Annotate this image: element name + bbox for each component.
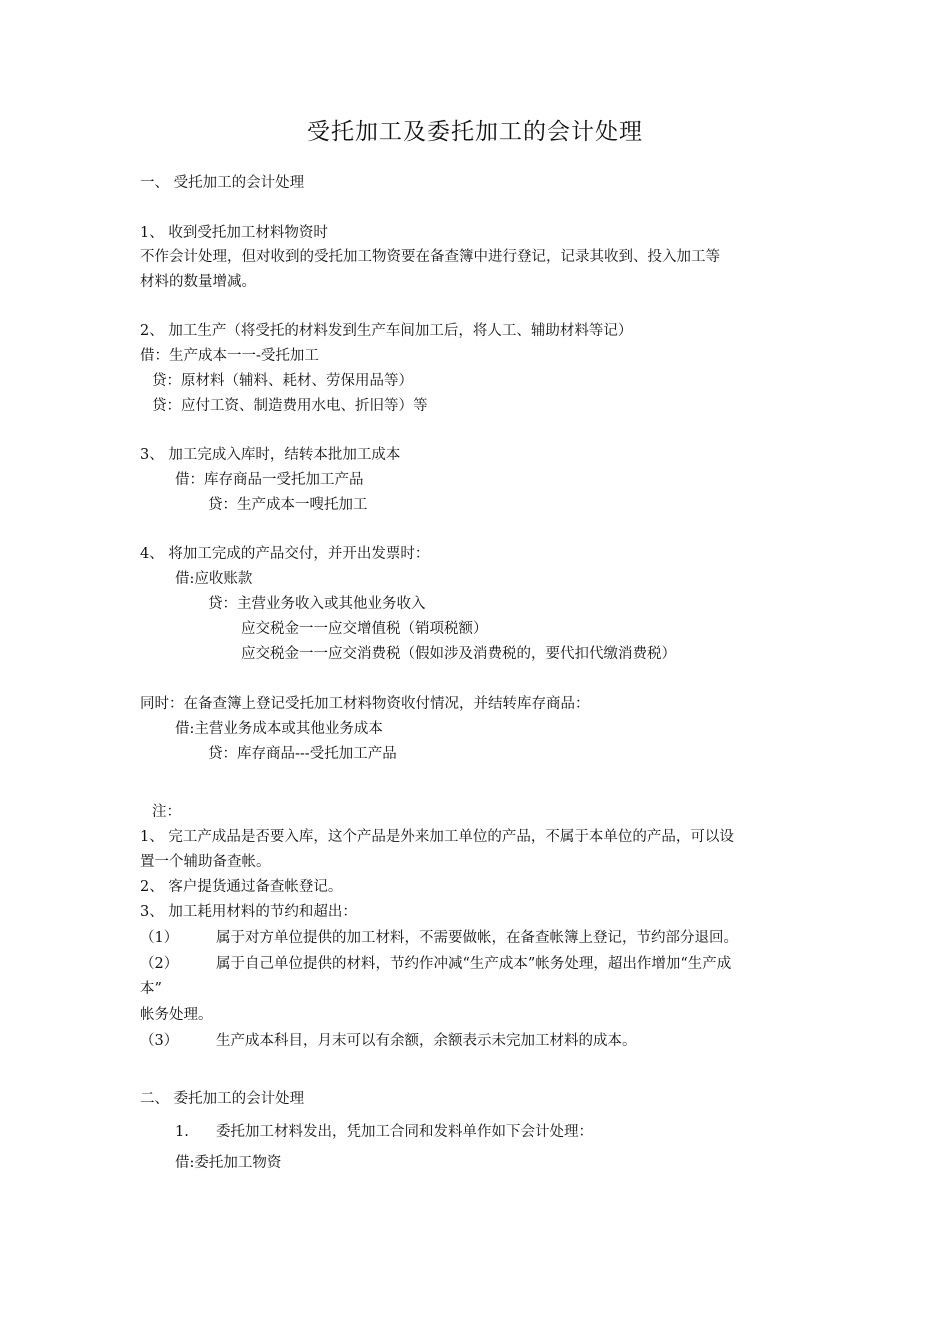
sub-note-3-number: （3） bbox=[140, 1033, 179, 1049]
item-2-credit-1: 贷：原材料（辅料、耗材、劳保用品等） bbox=[152, 373, 413, 389]
sub-note-3-text: 生产成本科目，月末可以有余额，余额表示未完加工材料的成本。 bbox=[216, 1033, 637, 1049]
simultaneous-credit: 贷：库存商品---受托加工产品 bbox=[208, 746, 397, 762]
note-3: 3、 加工耗用材料的节约和超出： bbox=[140, 904, 357, 920]
sub-note-2-line-2: 本” bbox=[140, 981, 162, 997]
item-2-debit: 借：生产成本一一-受托加工 bbox=[140, 348, 319, 364]
section-2-heading: 二、 委托加工的会计处理 bbox=[140, 1091, 305, 1107]
item-3-heading: 3、 加工完成入库时，结转本批加工成本 bbox=[140, 447, 401, 463]
note-1-line-1: 1、 完工产成品是否要入库，这个产品是外来加工单位的产品，不属于本单位的产品，可以设 bbox=[140, 829, 734, 845]
item-4-debit: 借:应收账款 bbox=[175, 571, 253, 587]
notes-label: 注： bbox=[152, 804, 181, 820]
sub-note-2-line-3: 帐务处理。 bbox=[140, 1007, 213, 1023]
item-3-credit: 贷：生产成本一嗖托加工 bbox=[208, 497, 368, 513]
item-1-text-line-2: 材料的数量增减。 bbox=[140, 274, 256, 290]
item-1-text-line-1: 不作会计处理，但对收到的受托加工物资要在备查簿中进行登记，记录其收到、投入加工等 bbox=[140, 249, 720, 265]
item-4-heading: 4、 将加工完成的产品交付，并开出发票时： bbox=[140, 546, 430, 562]
section-2-item-1-number: 1. bbox=[175, 1124, 189, 1140]
section-2-debit: 借:委托加工物资 bbox=[175, 1155, 282, 1171]
note-1-line-2: 置一个辅助备查帐。 bbox=[140, 854, 271, 870]
sub-note-1-number: （1） bbox=[140, 930, 179, 946]
simultaneous-text: 同时：在备查簿上登记受托加工材料物资收付情况，并结转库存商品： bbox=[140, 696, 590, 712]
item-4-credit-2: 应交税金一一应交增值税（销项税额） bbox=[241, 621, 488, 637]
item-1-heading: 1、 收到受托加工材料物资时 bbox=[140, 225, 328, 241]
page-title: 受托加工及委托加工的会计处理 bbox=[307, 119, 643, 145]
simultaneous-debit: 借:主营业务成本或其他业务成本 bbox=[175, 721, 383, 737]
sub-note-2-number: （2） bbox=[140, 956, 179, 972]
sub-note-1-text: 属于对方单位提供的加工材料，不需要做帐，在备查帐簿上登记，节约部分退回。 bbox=[216, 930, 738, 946]
item-4-credit-1: 贷：主营业务收入或其他业务收入 bbox=[208, 596, 426, 612]
item-3-debit: 借：库存商品一受托加工产品 bbox=[175, 472, 364, 488]
section-1-heading: 一、 受托加工的会计处理 bbox=[140, 175, 305, 191]
item-2-heading: 2、 加工生产（将受托的材料发到生产车间加工后，将人工、辅助材料等记） bbox=[140, 323, 633, 339]
section-2-item-1-text: 委托加工材料发出，凭加工合同和发料单作如下会计处理： bbox=[216, 1124, 593, 1140]
sub-note-2-text: 属于自己单位提供的材料，节约作冲减“生产成本”帐务处理，超出作增加“生产成 bbox=[216, 956, 732, 972]
note-2: 2、 客户提货通过备查帐登记。 bbox=[140, 879, 343, 895]
item-2-credit-2: 贷：应付工资、制造费用水电、折旧等）等 bbox=[152, 398, 428, 414]
item-4-credit-3: 应交税金一一应交消费税（假如涉及消费税的，要代扣代缴消费税） bbox=[241, 646, 676, 662]
